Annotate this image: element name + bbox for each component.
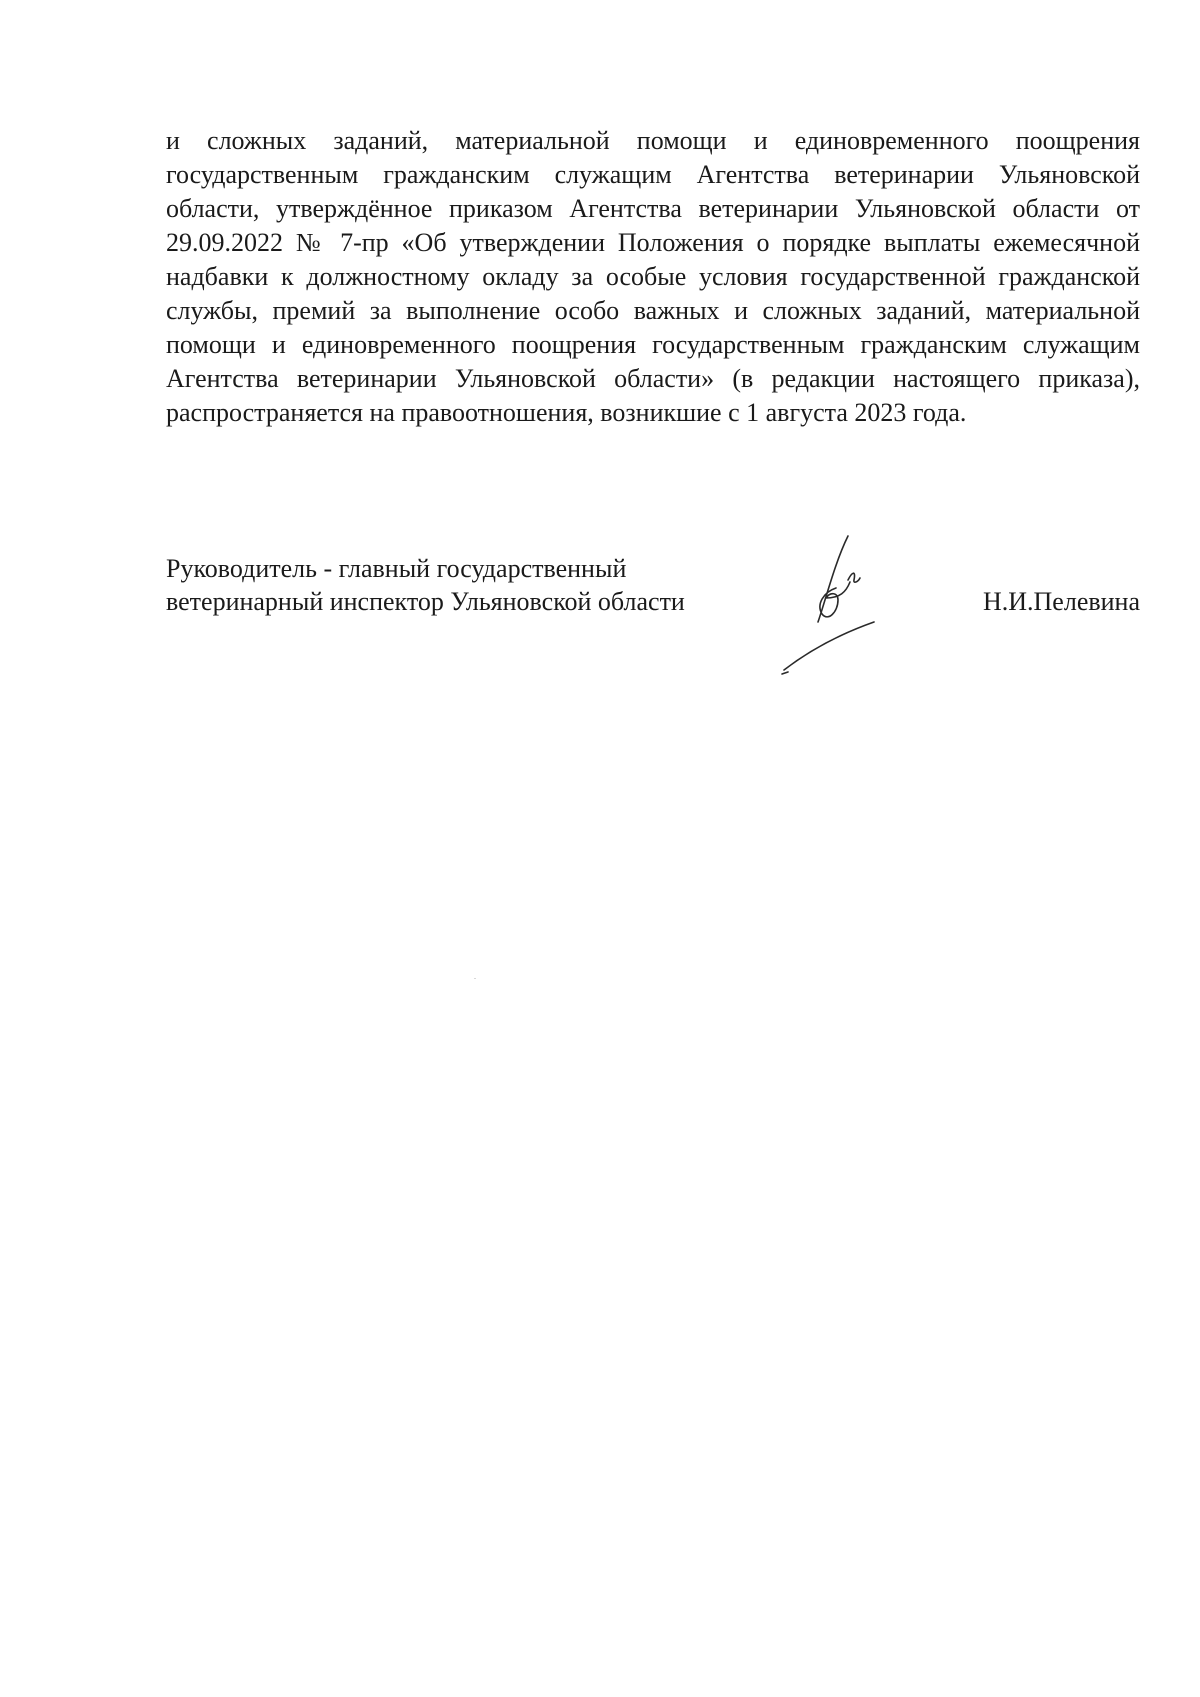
body-paragraph: и сложных заданий, материальной помощи и единовременного поощрения государственным гражданским служащим Агентства ветеринарии Ульяновской области, утверждённое приказом Агентства ветеринарии Ульяновской области от 29.09.2022 № 7-пр «Об утверждении Положения о порядке выплаты ежемесячной надбавки к должностному окладу за особые условия государственной гражданской службы, премий за выполнение особо важных и сложных заданий, материальной помощи и единовременного поощрения государственным гражданским служащим Агентства ветеринарии Ульяновской области» (в редакции настоящего приказа), распространяется на правоотношения, возникшие с 1 августа 2023 года.	[166, 126, 1140, 427]
handwritten-signature-icon	[780, 522, 910, 682]
signer-name: Н.И.Пелевина	[982, 587, 1140, 616]
signer-title-line-1: Руководитель - главный государственный	[166, 554, 627, 583]
signer-title-line-2: ветеринарный инспектор Ульяновской области	[166, 587, 685, 616]
scan-artifact	[474, 978, 476, 979]
signature-block	[166, 552, 1140, 672]
signer-title	[166, 552, 685, 618]
